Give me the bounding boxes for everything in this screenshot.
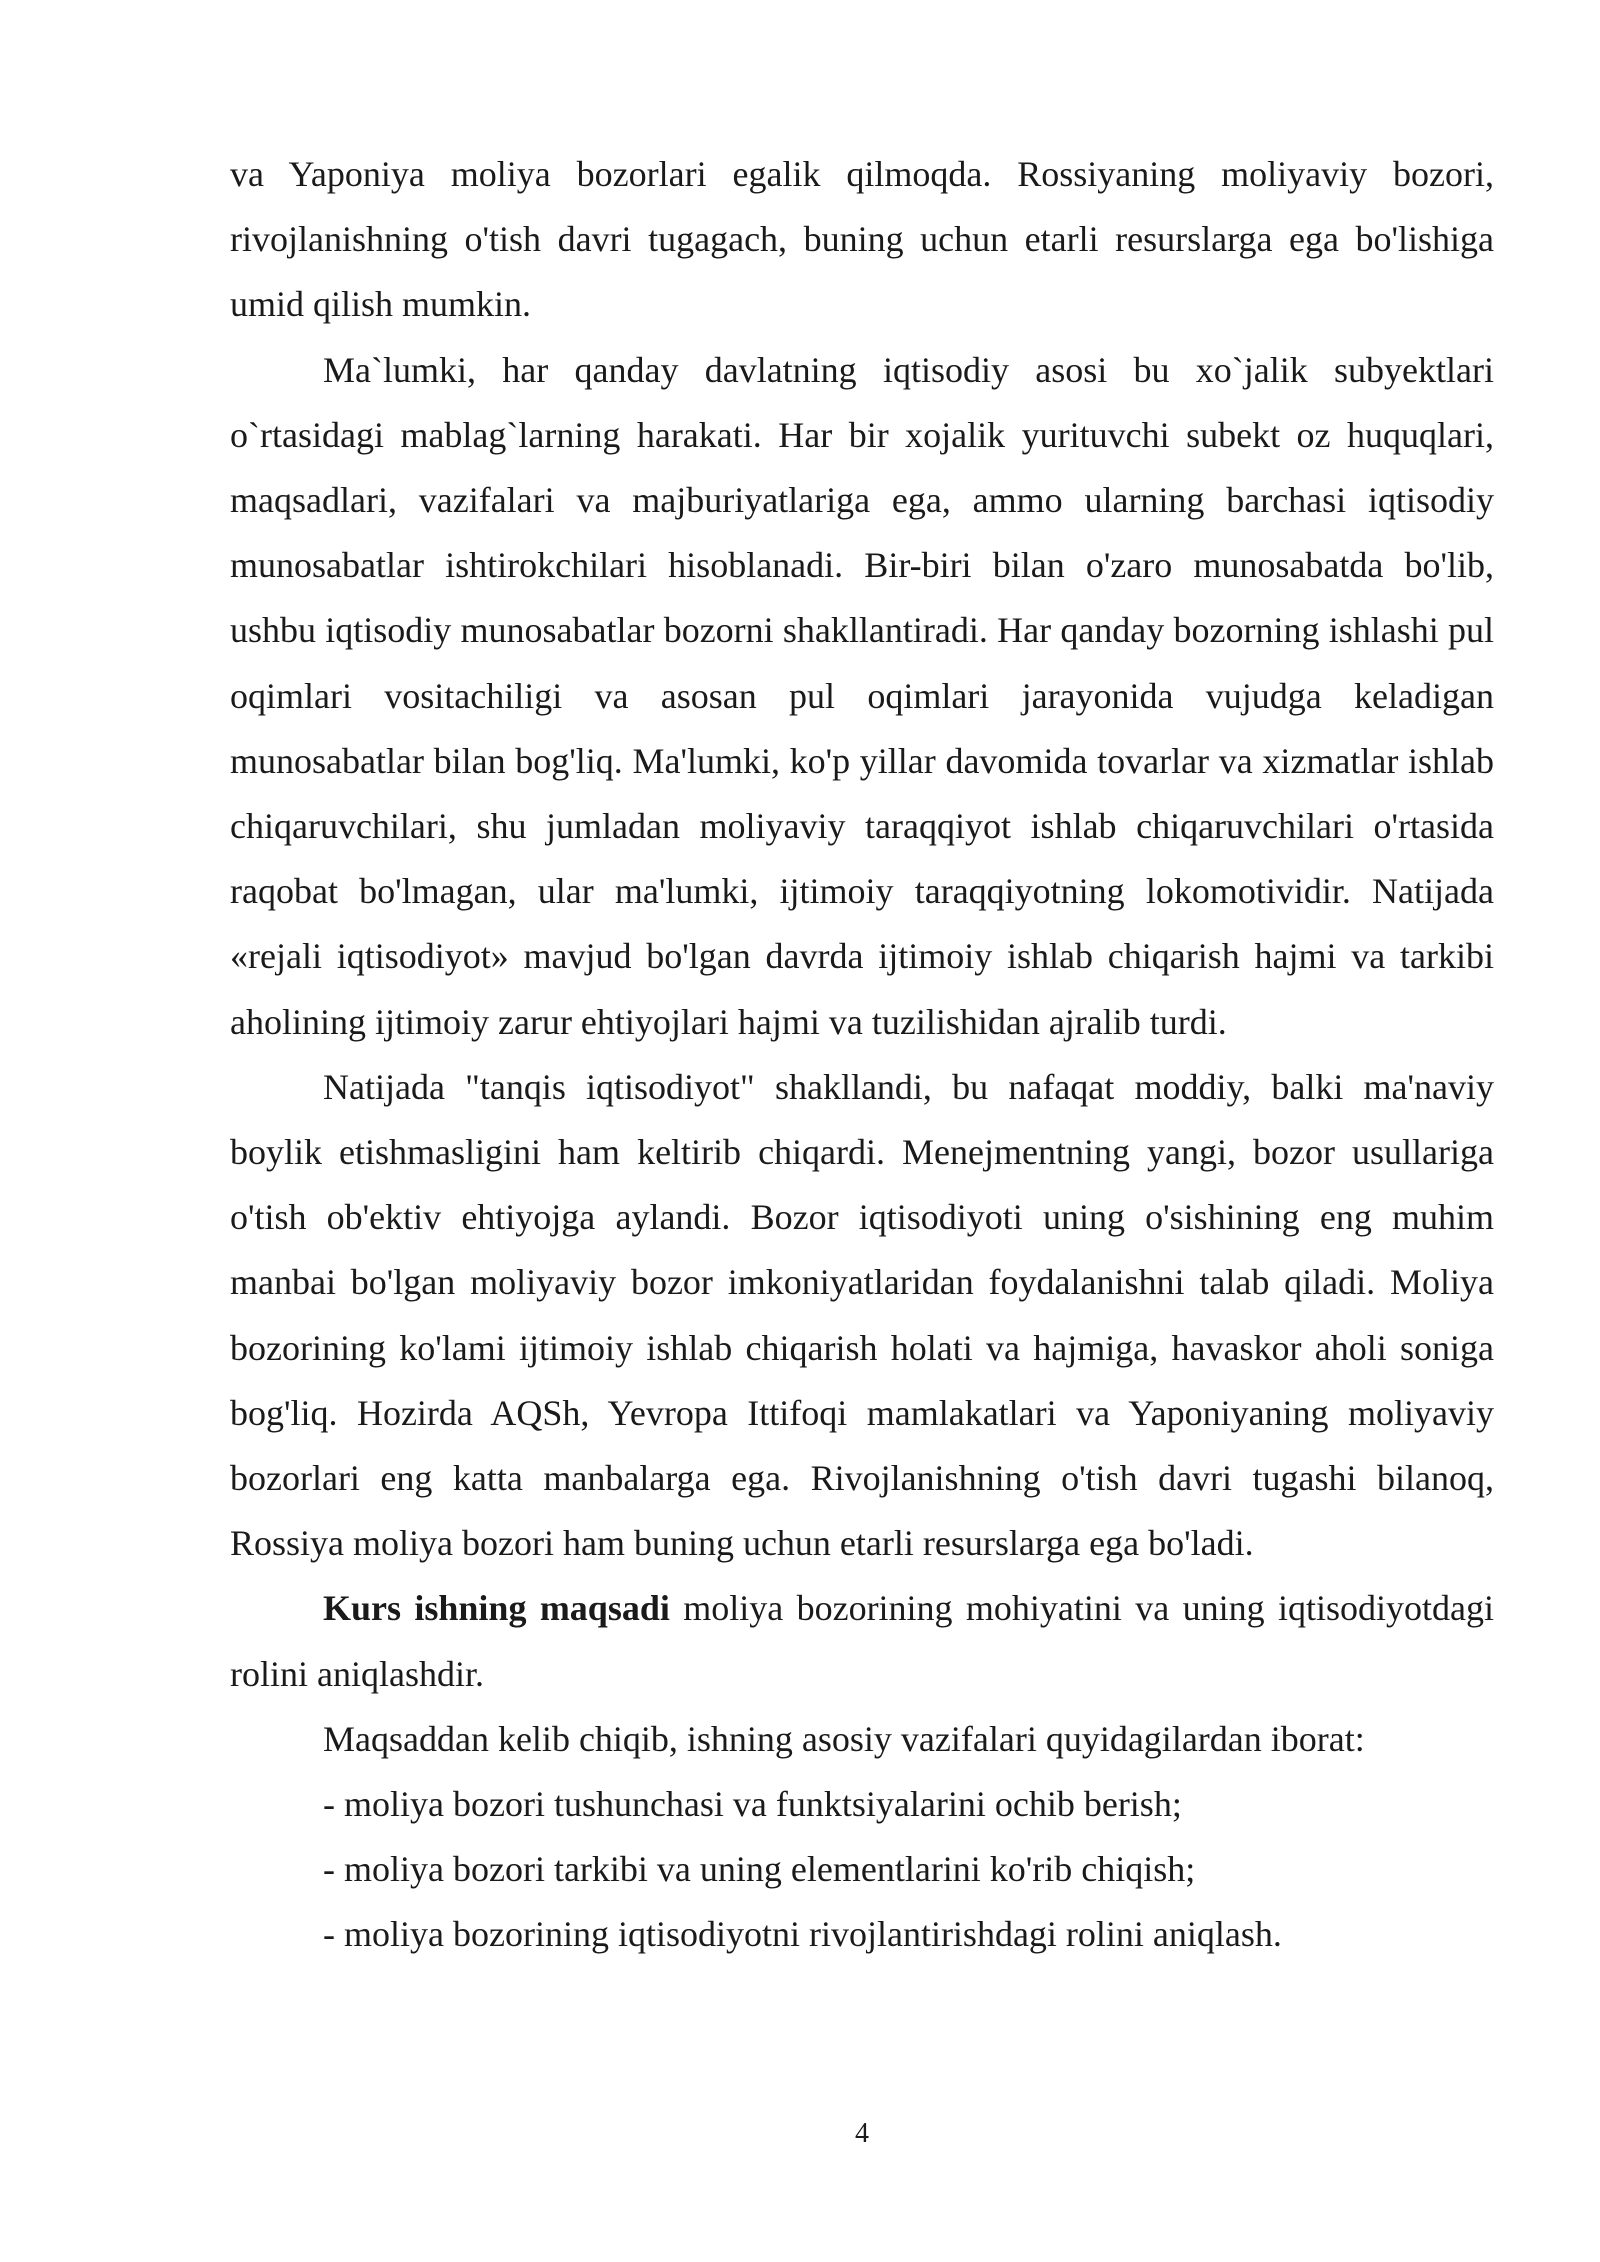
paragraph-economic-basis: Ma`lumki, har qanday davlatning iqtisodiy asosi bu xo`jalik subyektlari o`rtasidagi mablag`larning harakati. Har bir xojalik yurituvchi subekt oz huquqlari, maqsadlari, vazifalari va majburiyatlariga ega, ammo ularning barchasi iqtisodiy munosabatlar ishtirokchilari hisoblanadi. Bir-biri bilan o'zaro munosabatda bo'lib, ushbu iqtisodiy munosabatlar bozorni shakllantiradi. Har qanday bozorning ishlashi pul oqimlari vositachiligi va asosan pul oqimlari jarayonida vujudga keladigan munosabatlar bilan bog'liq. Ma'lumki, ko'p yillar davomida tovarlar va xizmatlar ishlab chiqaruvchilari, shu jumladan moliyaviy taraqqiyot ishlab chiqaruvchilari o'rtasida raqobat bo'lmagan, ular ma'lumki, ijtimoiy taraqqiyotning lokomotividir. Natijada «rejali iqtisodiyot» mavjud bo'lgan davrda ijtimoiy ishlab chiqarish hajmi va tarkibi aholining ijtimoiy zarur ehtiyojlari hajmi va tuzilishidan ajralib turdi. bbox=[230, 349, 1494, 1042]
paragraph-continuation: va Yaponiya moliya bozorlari egalik qilmoqda. Rossiyaning moliyaviy bozori, rivojlanishning o'tish davri tugagach, buning uchun etarli resurslarga ega bo'lishiga umid qilish mumkin. bbox=[230, 154, 1494, 325]
list-item: - moliya bozori tarkibi va uning elementlarini ko'rib chiqish; bbox=[323, 1849, 1196, 1890]
document-page bbox=[230, 142, 1494, 1968]
paragraph-tasks-intro: Maqsaddan kelib chiqib, ishning asosiy vazifalari quyidagilardan iborat: bbox=[323, 1718, 1365, 1759]
list-item: - moliya bozorining iqtisodiyotni rivojlantirishdagi rolini aniqlash. bbox=[323, 1914, 1282, 1955]
paragraph-course-goal bbox=[230, 1576, 1494, 1706]
course-goal-label: Kurs ishning maqsadi bbox=[323, 1588, 670, 1629]
list-item: - moliya bozori tushunchasi va funktsiyalarini ochib berish; bbox=[323, 1784, 1182, 1825]
page-number: 4 bbox=[855, 2118, 869, 2149]
paragraph-deficit-economy: Natijada "tanqis iqtisodiyot" shakllandi, bu nafaqat moddiy, balki ma'naviy boylik etishmasligini ham keltirib chiqardi. Menejmentning yangi, bozor usullariga o'tish ob'ektiv ehtiyojga aylandi. Bozor iqtisodiyoti uning o'sishining eng muhim manbai bo'lgan moliyaviy bozor imkoniyatlaridan foydalanishni talab qiladi. Moliya bozorining ko'lami ijtimoiy ishlab chiqarish holati va hajmiga, havaskor aholi soniga bog'liq. Hozirda AQSh, Yevropa Ittifoqi mamlakatlari va Yaponiyaning moliyaviy bozorlari eng katta manbalarga ega. Rivojlanishning o'tish davri tugashi bilanoq, Rossiya moliya bozori ham buning uchun etarli resurslarga ega bo'ladi. bbox=[230, 1066, 1494, 1564]
course-goal-text: moliya bozorining mohiyatini va uning iqtisodiyotdagi rolini aniqlashdir. bbox=[230, 1588, 1494, 1694]
